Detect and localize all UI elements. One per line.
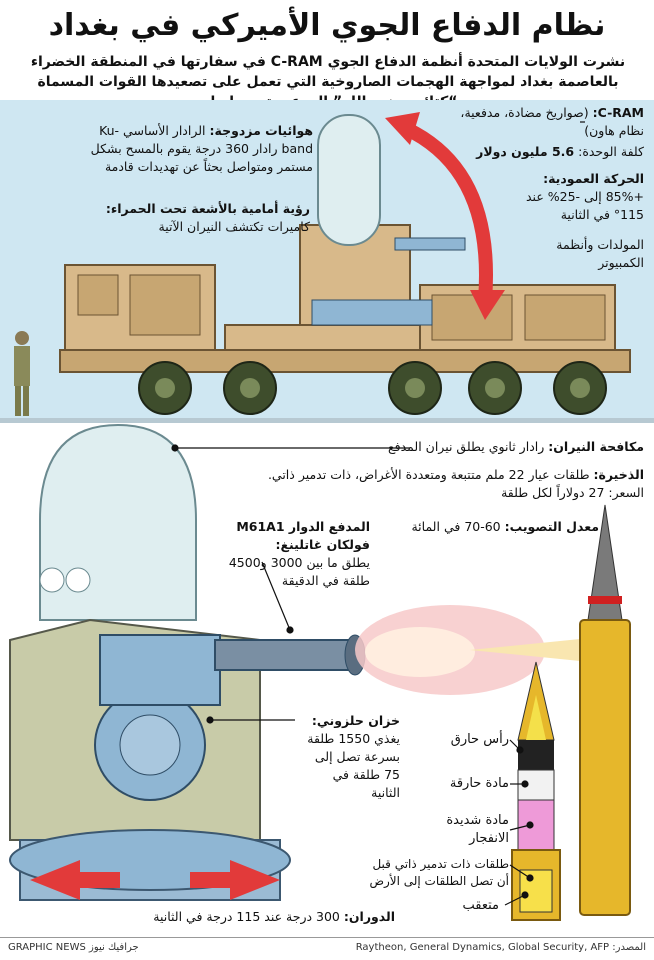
antennas-title: هوائيات مزدوجة: [209, 123, 313, 138]
antennas-description [88, 122, 313, 176]
bullet-full [580, 505, 630, 915]
ammo-desc: طلقات عيار 22 ملم متتبعة ومتعددة الأغراض، ذات تدمير ذاتي. [267, 467, 594, 482]
unit-cost [439, 143, 644, 161]
cram-desc: (صواريخ مضادة، مدفعية، نظام هاون) [460, 105, 644, 138]
magazine-title: خزان حلزوني: [311, 713, 400, 728]
label-explosive: مادة شديدة الانفجار [446, 813, 509, 846]
counterfire-description [264, 438, 644, 456]
bullet-cutaway [512, 662, 560, 920]
graphic-news-logo: GRAPHIC NEWS جرافيك نيوز [8, 942, 139, 953]
source-credit: المصدر: Raytheon, General Dynamics, Global Security, AFP [355, 942, 646, 953]
bottom-radome [40, 425, 196, 620]
antennas-desc: الرادار الأساسي Ku-band رادار 360 درجة يقوم بالمسح بشكل مستمر ومتواصل بحثاً عن تهديدات قادمة [90, 123, 313, 174]
ir-title: رؤية أمامية بالأشعة تحت الحمراء: [105, 201, 310, 216]
accuracy-title: معدل التصويب: [504, 519, 599, 534]
gun-desc: يطلق ما بين 3000 و4500 طلقة في الدقيقة [228, 555, 370, 588]
unit-cost-value: 5.6 مليون دولار [476, 144, 575, 159]
ir-description [60, 200, 310, 236]
generators-label: المولدات وأنظمة الكمبيوتر [556, 237, 644, 270]
ammo-title: الذخيرة: [593, 467, 644, 482]
unit-cost-label: كلفة الوحدة: [574, 144, 644, 159]
gun-title-1: المدفع الدوار M61A1 [236, 519, 370, 534]
accuracy-desc: 60-70 في المائة [411, 519, 505, 534]
page-title: نظام الدفاع الجوي الأميركي في بغداد [48, 8, 606, 43]
gun-description [205, 518, 370, 590]
counterfire-desc: رادار ثانوي يطلق نيران المدفع [387, 439, 549, 454]
rotation-description [140, 908, 395, 926]
cram-description [439, 104, 644, 140]
magazine-description [300, 712, 400, 802]
vertical-desc: +85% إلى -25% عند 115° في الثانية [525, 189, 644, 222]
rotation-desc: 300 درجة عند 115 درجة في الثانية [153, 909, 344, 924]
muzzle-flash [355, 605, 590, 695]
ammo-description [244, 466, 644, 502]
gun-title-2: فولكان غاتلينغ: [275, 537, 370, 552]
label-warhead: رأس حارق [450, 732, 509, 747]
label-tracer: متعقب [462, 898, 499, 913]
label-incendiary: مادة حارقة [449, 776, 509, 791]
ir-desc: كاميرات تكتشف النيران الآتية [158, 219, 310, 234]
footer [0, 937, 654, 960]
vertical-title: الحركة العمودية: [543, 171, 644, 186]
cram-title: C-RAM: [592, 105, 644, 120]
label-self-destruct: طلقات ذات تدمير ذاتي قبل أن تصل الطلقات إلى الأرض [369, 857, 509, 888]
magazine-desc: يغذي 1550 طلقة بسرعة تصل إلى 75 طلقة في الثانية [307, 731, 400, 800]
ammo-price: السعر: 27 دولاراً لكل طلقة [501, 485, 644, 500]
soldier-figure [14, 331, 30, 416]
vertical-movement [524, 170, 644, 224]
intro-text: نشرت الولايات المتحدة أنظمة الدفاع الجوي C-RAM في سفارتها في المنطقة الخضراء بالعاصمة بغداد لمواجهة الهجمات الصاروخية التي تعمل على تصعيدها القوات المسماة [30, 54, 626, 90]
counterfire-title: مكافحة النيران: [548, 439, 644, 454]
rotation-title: الدوران: [343, 909, 395, 924]
